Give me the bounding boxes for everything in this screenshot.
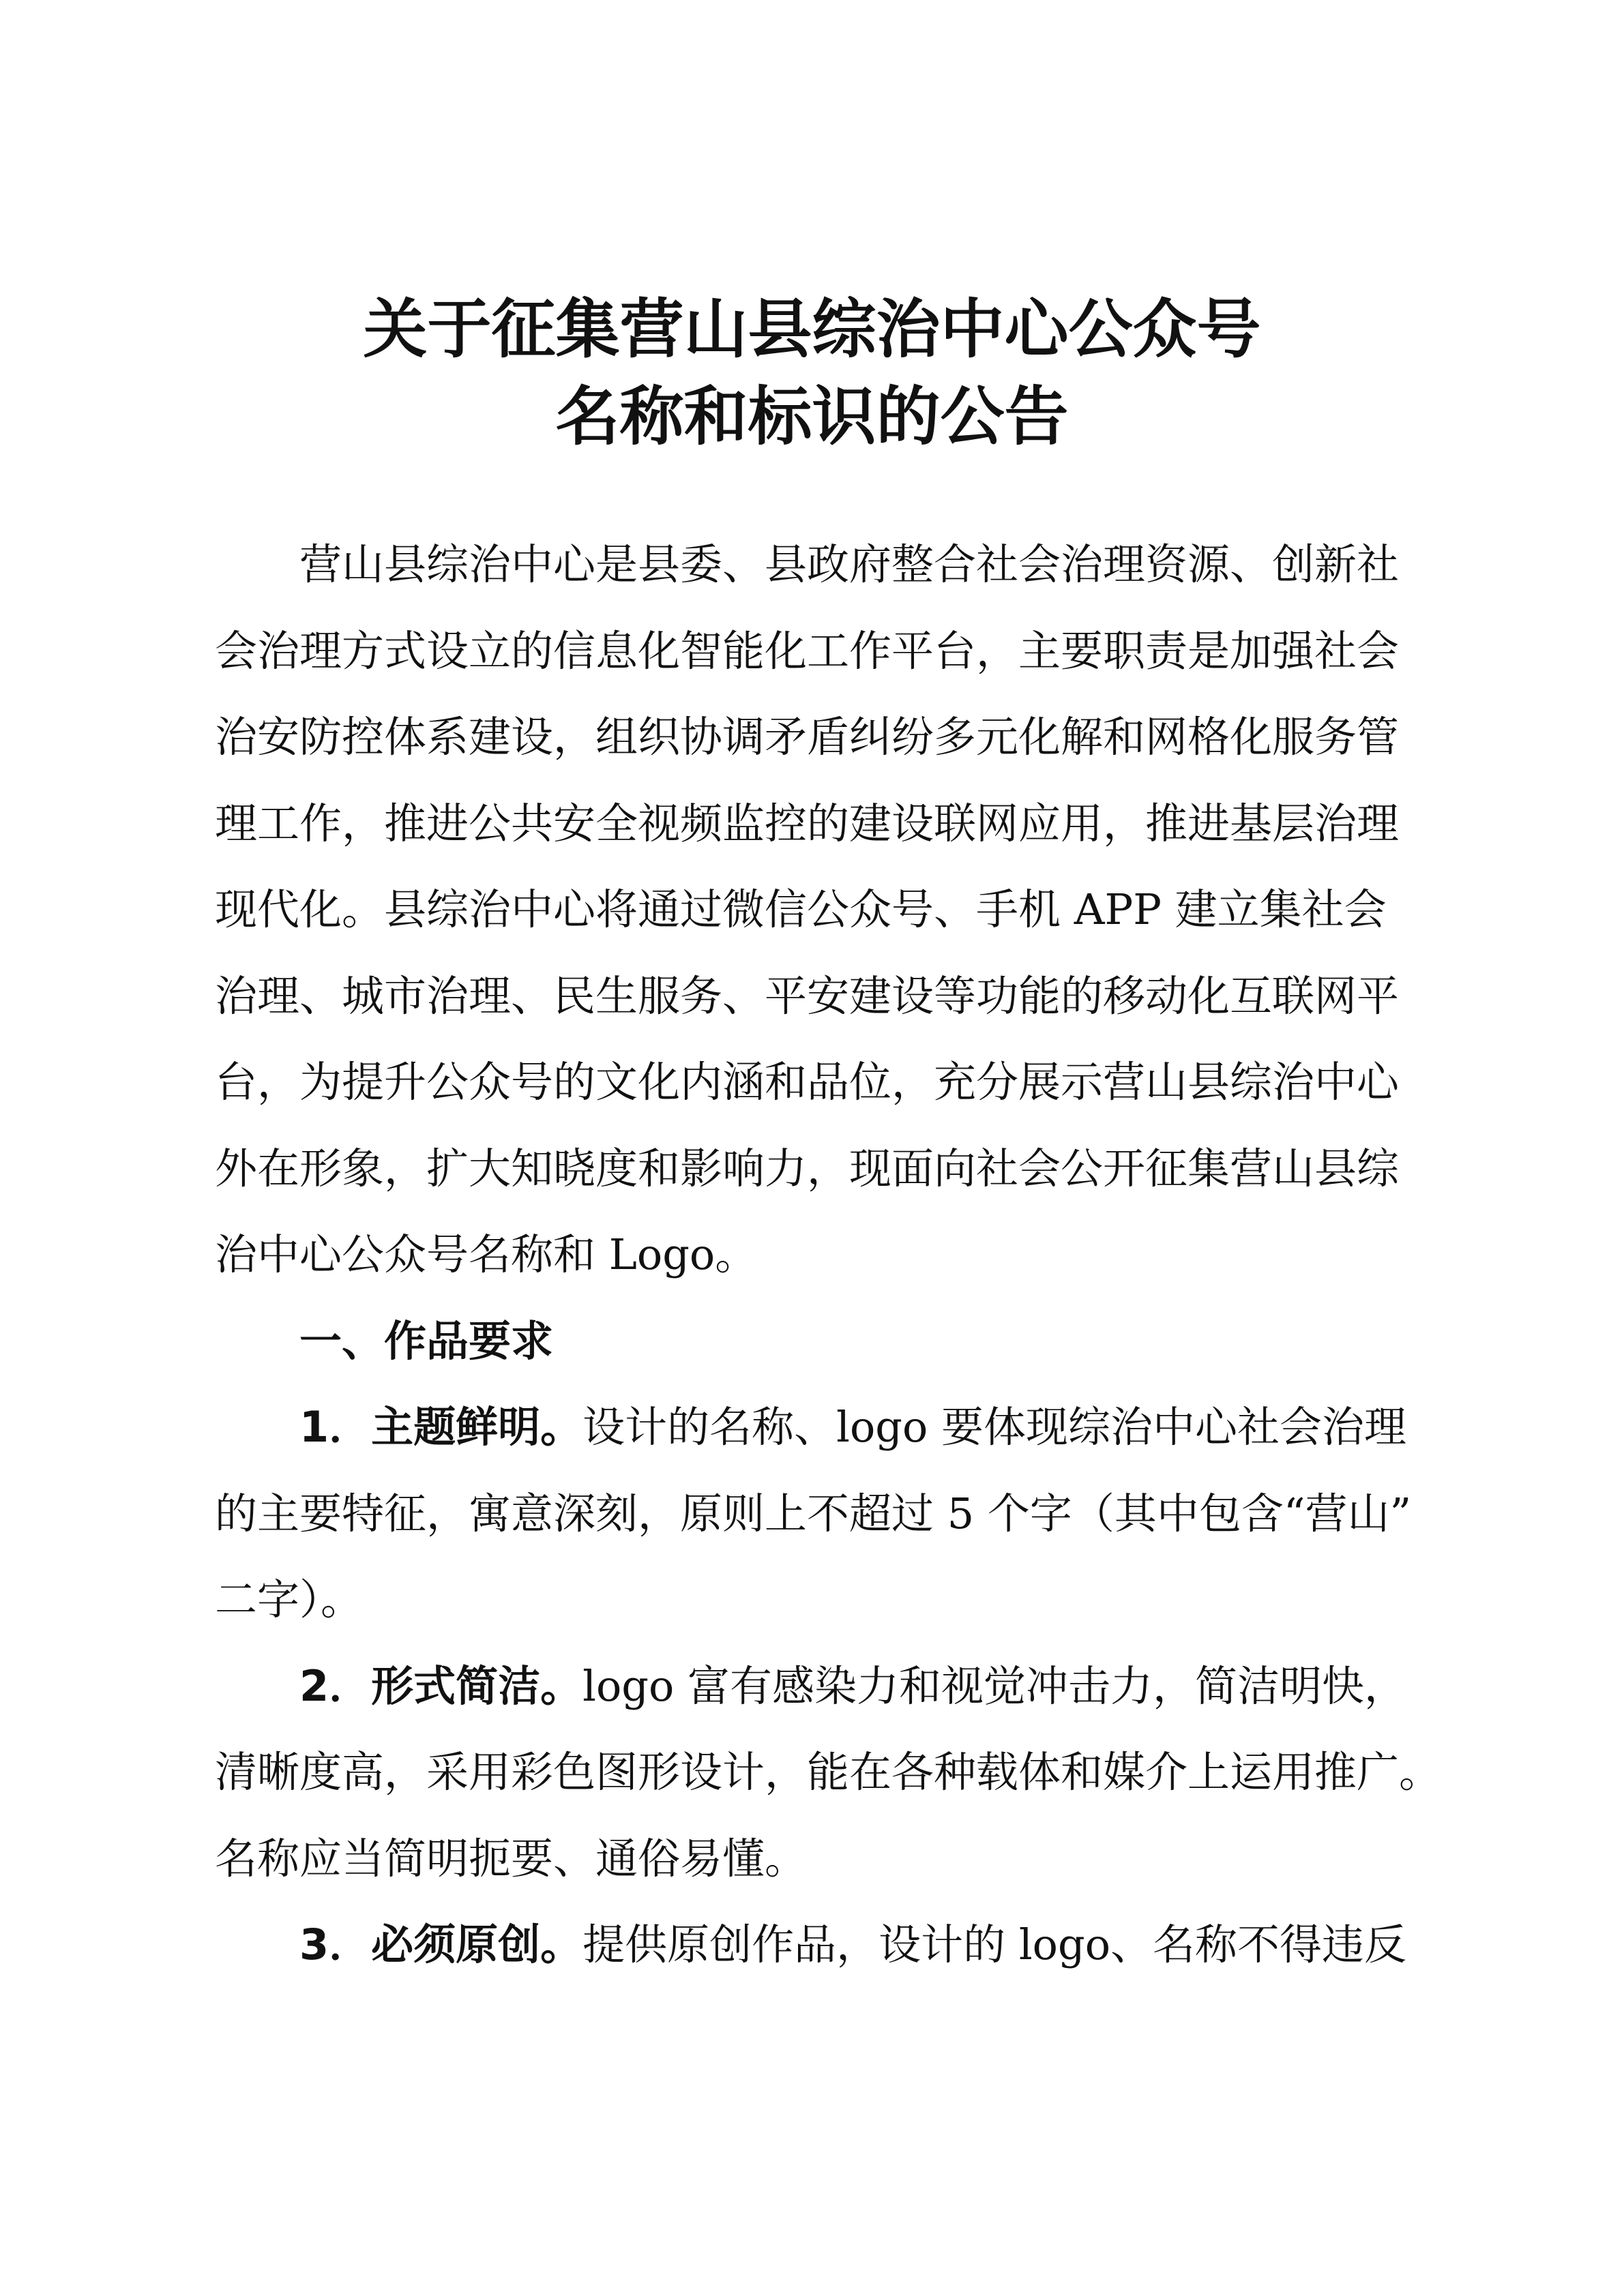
title-line-2: 名称和标识的公告 [555,380,1069,454]
item-1-label: 1．主题鲜明。 [299,1402,583,1452]
item-1-text: 设计的名称、logo 要体现综治中心社会治理 [582,1402,1407,1452]
intro-line-4: 理工作，推进公共安全视频监控的建设联网应用，推进基层治理 [215,798,1400,848]
item-2-label: 2．形式简洁。 [299,1660,583,1711]
intro-line-8: 外在形象，扩大知晓度和影响力，现面向社会公开征集营山县综 [215,1143,1400,1193]
item-3-line-1 [215,1902,1422,1988]
item-1-line-3: 二字）。 [215,1575,364,1624]
section-heading-requirements: 一、作品要求 [299,1315,554,1366]
item-1-line-2: 的主要特征，寓意深刻，原则上不超过 5 个字（其中包含“营山” [215,1488,1412,1538]
intro-line-5: 现代化。县综治中心将通过微信公众号、手机 APP 建立集社会 [215,884,1387,934]
item-2-line-2: 清晰度高，采用彩色图形设计，能在各种载体和媒介上运用推广。 [215,1747,1442,1797]
intro-line-3: 治安防控体系建设，组织协调矛盾纠纷多元化解和网格化服务管 [215,712,1400,762]
intro-line-9: 治中心公众号名称和 Logo。 [215,1229,758,1279]
intro-line-1: 营山县综治中心是县委、县政府整合社会治理资源、创新社 [299,539,1400,589]
item-2-line-1 [215,1643,1422,1730]
intro-line-6: 治理、城市治理、民生服务、平安建设等功能的移动化互联网平 [215,970,1400,1021]
item-3-text: 提供原创作品，设计的 logo、名称不得违反 [582,1920,1407,1969]
item-1-line-1 [215,1384,1422,1471]
item-2-text: logo 富有感染力和视觉冲击力，简洁明快， [582,1660,1407,1711]
intro-line-2: 会治理方式设立的信息化智能化工作平台，主要职责是加强社会 [215,625,1400,676]
intro-line-7: 台，为提升公众号的文化内涵和品位，充分展示营山县综治中心 [215,1057,1400,1107]
item-2-line-3: 名称应当简明扼要、通俗易懂。 [215,1833,808,1883]
document-body [215,522,1442,1988]
item-3-label: 3．必须原创。 [299,1920,583,1969]
document-title [0,286,1624,461]
title-line-1: 关于征集营山县综治中心公众号 [363,293,1261,367]
